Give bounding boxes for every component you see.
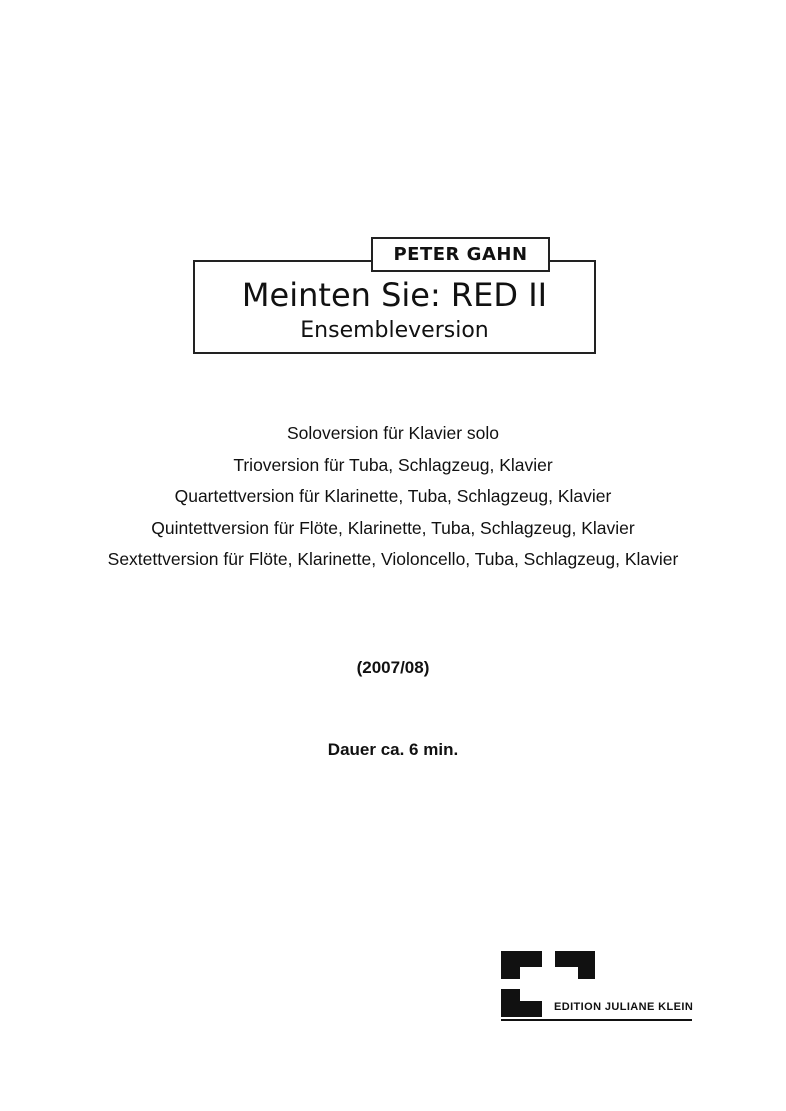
duration: Dauer ca. 6 min. bbox=[327, 740, 459, 759]
version-line: Quartettversion für Klarinette, Tuba, Schlagzeug, Klavier bbox=[174, 486, 612, 506]
version-line: Trioversion für Tuba, Schlagzeug, Klavier bbox=[233, 454, 553, 475]
work-subtitle: Ensembleversion bbox=[300, 318, 489, 343]
composer-frame bbox=[371, 237, 550, 272]
instrumentation-list bbox=[0, 418, 786, 576]
composer-name: PETER GAHN bbox=[393, 244, 528, 265]
publisher-underline bbox=[501, 1019, 692, 1021]
publisher-name: EDITION JULIANE KLEIN bbox=[554, 1001, 694, 1013]
version-line: Quintettversion für Flöte, Klarinette, Tuba, Schlagzeug, Klavier bbox=[151, 517, 635, 538]
composition-year: (2007/08) bbox=[356, 658, 430, 677]
work-title: Meinten Sie: RED II bbox=[241, 276, 548, 314]
version-line: Soloversion für Klavier solo bbox=[286, 423, 500, 443]
version-line: Sextettversion für Flöte, Klarinette, Violoncello, Tuba, Schlagzeug, Klavier bbox=[107, 549, 679, 569]
